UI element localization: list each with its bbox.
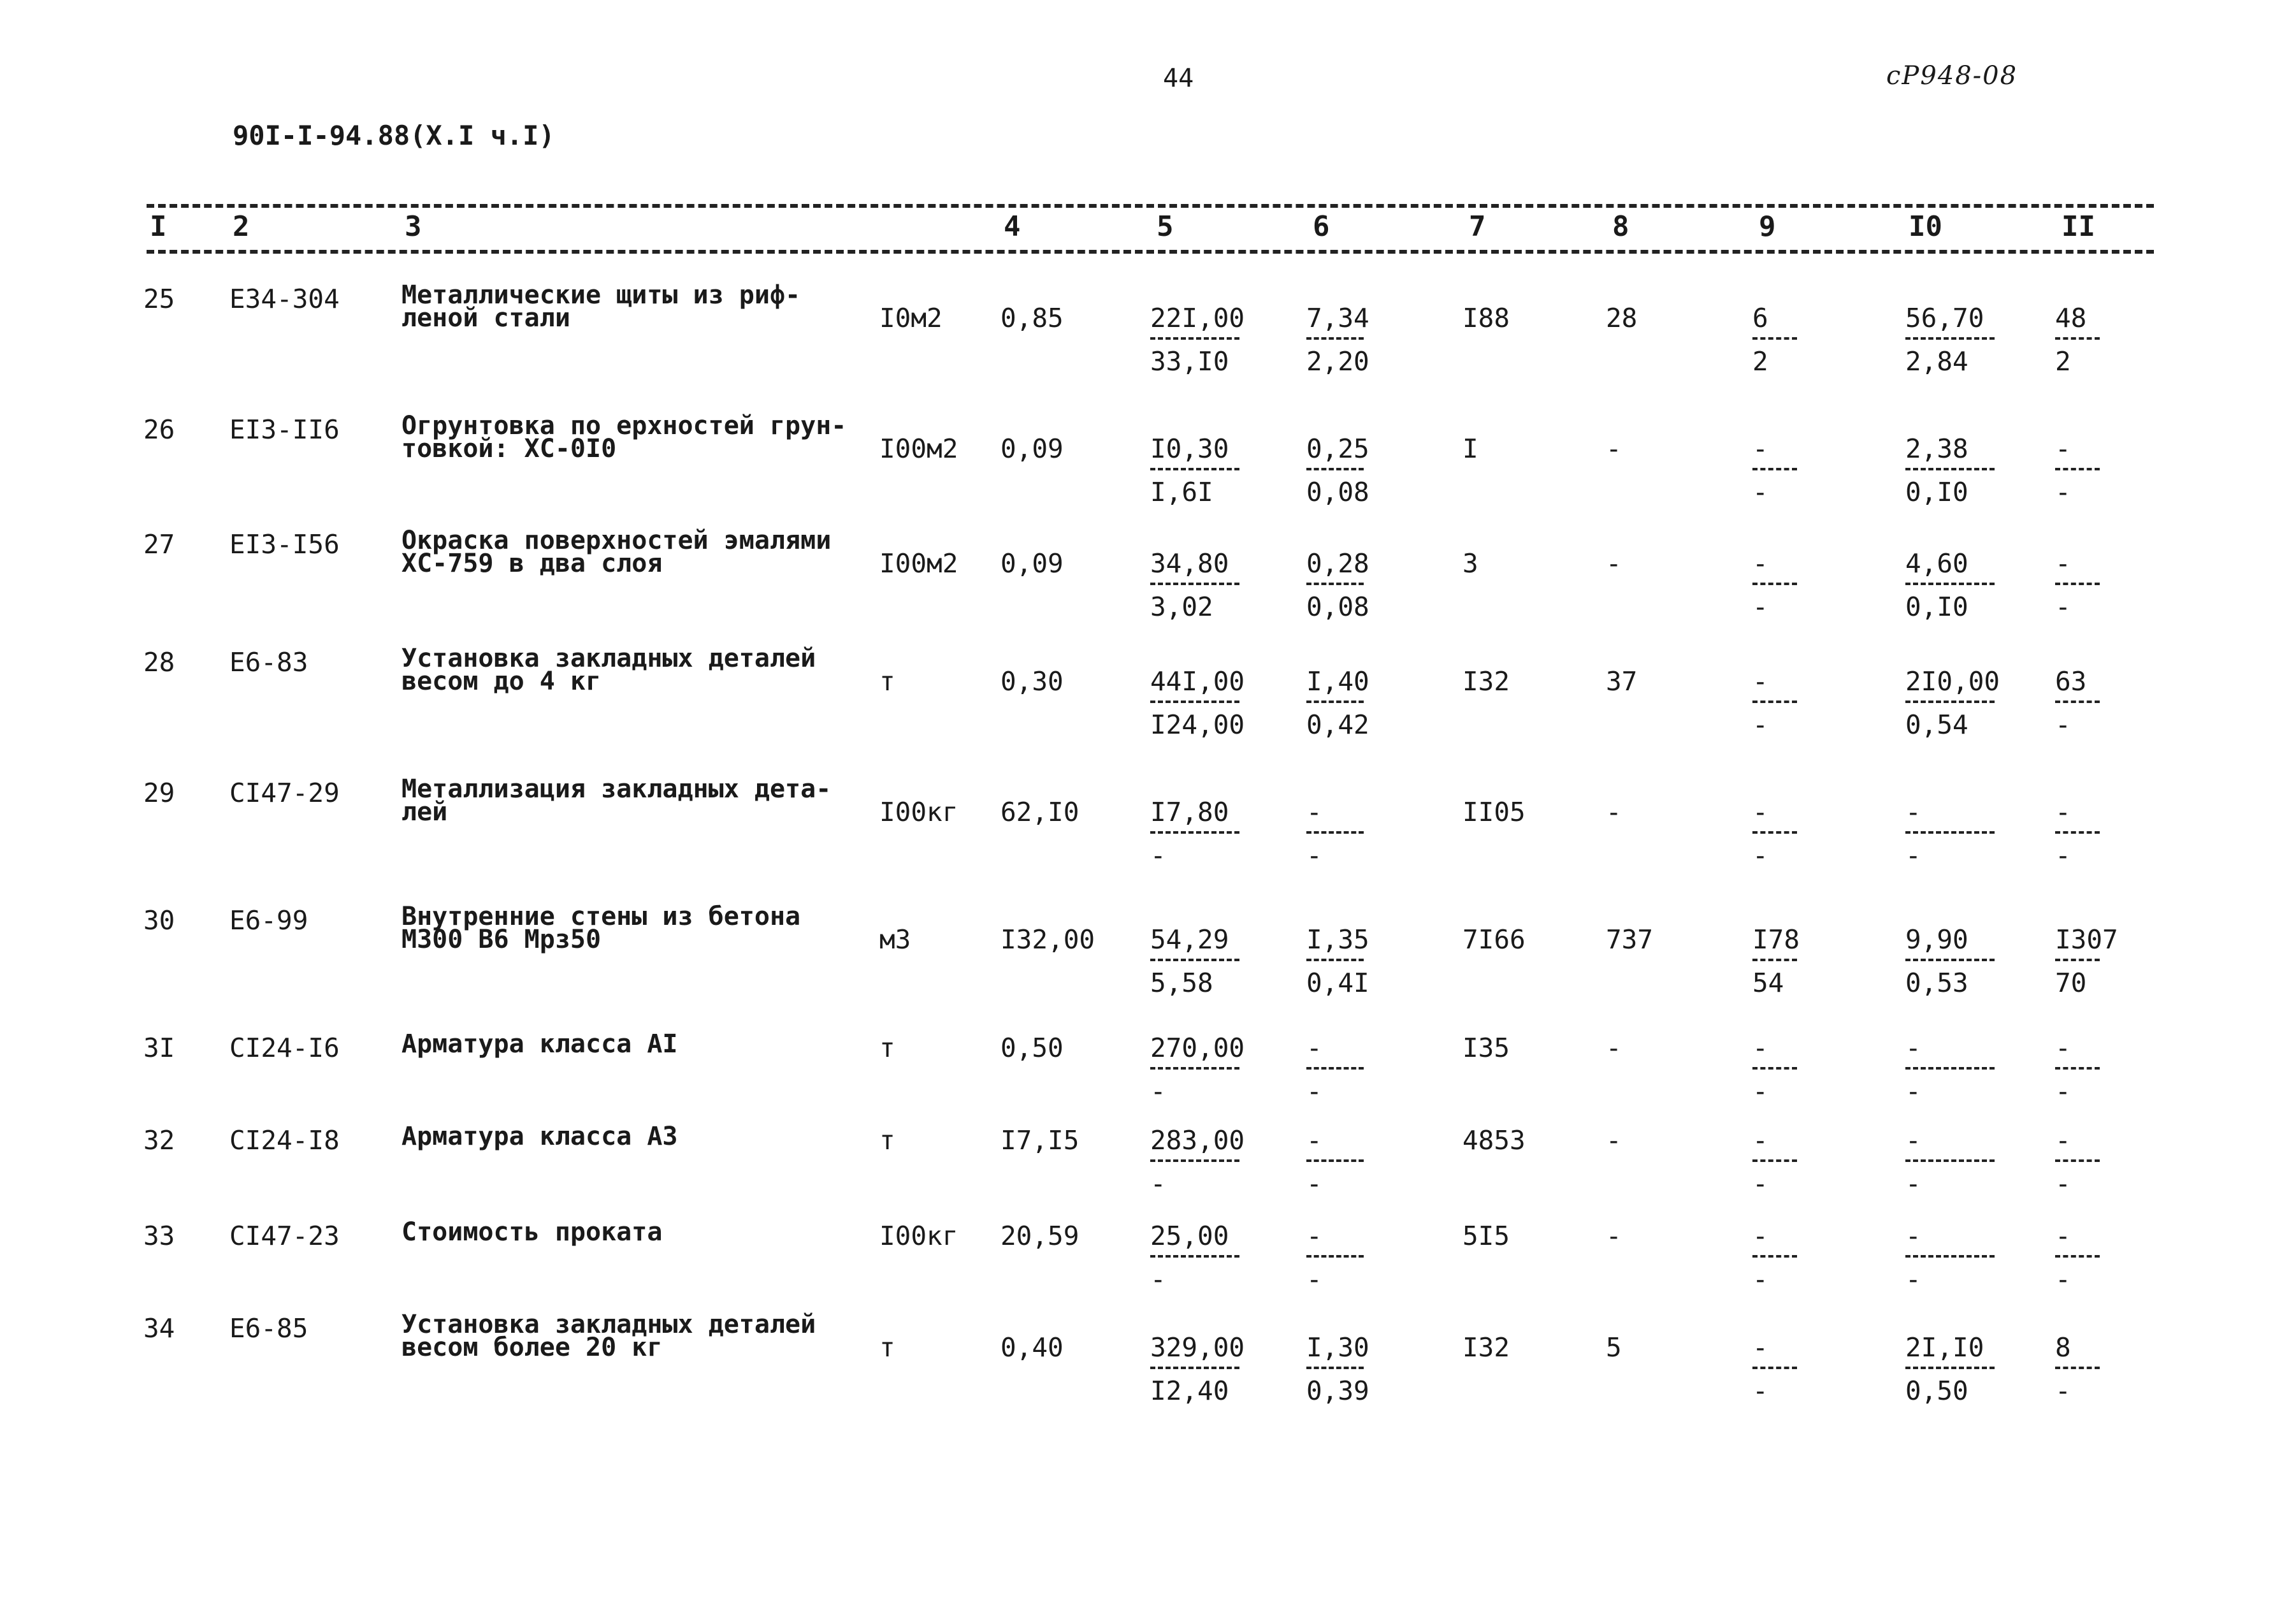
- row-3I-col6-numerator: -: [1306, 1033, 1322, 1063]
- row-34-col6-numerator: I,30: [1306, 1332, 1369, 1363]
- column-header-7: 7: [1469, 210, 1486, 243]
- row-34-col10: [1905, 1332, 1995, 1406]
- row-33-number: 33: [143, 1221, 175, 1251]
- row-26-col11-numerator: -: [2055, 433, 2071, 464]
- row-27-col9-numerator: -: [1752, 548, 1768, 579]
- row-3I-quantity: 0,50: [1000, 1033, 1064, 1063]
- row-26-code: EI3-II6: [229, 414, 340, 445]
- row-34-col9: [1752, 1332, 1797, 1406]
- row-29-col9-denominator: -: [1752, 840, 1768, 871]
- row-3I-col11-numerator: -: [2055, 1033, 2071, 1063]
- row-29-name: Металлизация закладных дета- лей: [401, 774, 832, 827]
- row-3I-col5-denominator: -: [1150, 1076, 1166, 1107]
- row-26-col6-divider: [1306, 468, 1364, 470]
- row-25-col6-divider: [1306, 337, 1364, 340]
- column-header-10: I0: [1909, 210, 1942, 243]
- row-34-col10-divider: [1905, 1367, 1995, 1369]
- row-29-col7: II05: [1462, 797, 1526, 827]
- row-3I-col6: [1306, 1033, 1364, 1107]
- row-27-col9: [1752, 548, 1797, 622]
- column-header-5: 5: [1157, 210, 1174, 243]
- row-29-col5-divider: [1150, 831, 1239, 834]
- column-header-8: 8: [1612, 210, 1629, 243]
- row-28-col10-divider: [1905, 701, 1995, 703]
- row-27-col5: [1150, 548, 1239, 622]
- row-25-col8: 28: [1606, 303, 1638, 333]
- row-26-col11-denominator: -: [2055, 477, 2071, 507]
- row-33-col10: [1905, 1221, 1995, 1295]
- row-28-col9-denominator: -: [1752, 709, 1768, 740]
- row-29-col10-denominator: -: [1905, 840, 1921, 871]
- row-30-col10-denominator: 0,53: [1905, 968, 1968, 998]
- row-25-col5-numerator: 22I,00: [1150, 303, 1245, 333]
- row-30-col7: 7I66: [1462, 924, 1526, 955]
- row-32-col10-divider: [1905, 1159, 1995, 1162]
- row-26-col10-numerator: 2,38: [1905, 433, 1968, 464]
- row-33-col10-numerator: -: [1905, 1221, 1921, 1251]
- row-25-col5-divider: [1150, 337, 1239, 340]
- row-26-col11-divider: [2055, 468, 2100, 470]
- row-33-col5-denominator: -: [1150, 1264, 1166, 1295]
- column-header-11: II: [2061, 210, 2095, 243]
- row-34-col5-divider: [1150, 1367, 1239, 1369]
- row-25-quantity: 0,85: [1000, 303, 1064, 333]
- row-33-quantity: 20,59: [1000, 1221, 1079, 1251]
- row-26-col9-denominator: -: [1752, 477, 1768, 507]
- row-3I-col9-numerator: -: [1752, 1033, 1768, 1063]
- row-33-col7: 5I5: [1462, 1221, 1510, 1251]
- row-30-col11-denominator: 70: [2055, 968, 2087, 998]
- row-3I-col11-denominator: -: [2055, 1076, 2071, 1107]
- row-29-col6-denominator: -: [1306, 840, 1322, 871]
- row-28-col11-numerator: 63: [2055, 666, 2087, 697]
- row-30-col8: 737: [1606, 924, 1654, 955]
- row-25-col11-denominator: 2: [2055, 346, 2071, 377]
- row-32-col11-divider: [2055, 1159, 2100, 1162]
- row-30-col6-divider: [1306, 959, 1364, 961]
- row-32-col7: 4853: [1462, 1125, 1526, 1156]
- row-34-col8: 5: [1606, 1332, 1622, 1363]
- row-28-code: E6-83: [229, 647, 308, 678]
- row-30-col6: [1306, 924, 1369, 998]
- row-30-col11-numerator: I307: [2055, 924, 2118, 955]
- row-28-col9-divider: [1752, 701, 1797, 703]
- row-34-code: E6-85: [229, 1313, 308, 1344]
- row-3I-col10: [1905, 1033, 1995, 1107]
- row-27-col11-divider: [2055, 583, 2100, 585]
- row-32-col9-denominator: -: [1752, 1168, 1768, 1199]
- row-28-col5-divider: [1150, 701, 1239, 703]
- row-3I-col9-denominator: -: [1752, 1076, 1768, 1107]
- row-32-col10-denominator: -: [1905, 1168, 1921, 1199]
- row-32-col8: -: [1606, 1125, 1622, 1156]
- row-30-quantity: I32,00: [1000, 924, 1095, 955]
- row-30-col10: [1905, 924, 1995, 998]
- row-25-col10-denominator: 2,84: [1905, 346, 1968, 377]
- row-25-number: 25: [143, 284, 175, 314]
- row-26-col6-denominator: 0,08: [1306, 477, 1369, 507]
- row-26-col8: -: [1606, 433, 1622, 464]
- row-28-col6-divider: [1306, 701, 1364, 703]
- row-30-col10-divider: [1905, 959, 1995, 961]
- row-28-col10: [1905, 666, 2000, 740]
- row-25-col11-numerator: 48: [2055, 303, 2087, 333]
- row-29-col5: [1150, 797, 1239, 871]
- row-33-name: Стоимость проката: [401, 1217, 663, 1247]
- row-3I-code: CI24-I6: [229, 1033, 340, 1063]
- row-27-col9-denominator: -: [1752, 592, 1768, 622]
- row-32-col6-denominator: -: [1306, 1168, 1322, 1199]
- row-30-col5-denominator: 5,58: [1150, 968, 1213, 998]
- document-code: сР948-08: [1886, 61, 2018, 91]
- row-33-unit: I00кг: [879, 1221, 958, 1251]
- row-32-col9: [1752, 1125, 1797, 1199]
- row-32-col5: [1150, 1125, 1245, 1199]
- row-25-name: Металлические щиты из риф- леной стали: [401, 280, 801, 333]
- row-3I-col10-numerator: -: [1905, 1033, 1921, 1063]
- row-3I-col6-divider: [1306, 1067, 1364, 1070]
- row-33-col5-numerator: 25,00: [1150, 1221, 1229, 1251]
- row-3I-col8: -: [1606, 1033, 1622, 1063]
- row-26-col5-divider: [1150, 468, 1239, 470]
- row-34-name: Установка закладных деталей весом более 20 кг: [401, 1310, 816, 1362]
- row-27-col5-divider: [1150, 583, 1239, 585]
- column-header-2: 2: [233, 210, 250, 243]
- row-28-col10-numerator: 2I0,00: [1905, 666, 2000, 697]
- row-26-col5: [1150, 433, 1239, 507]
- row-28-col6: [1306, 666, 1369, 740]
- row-30-col5-numerator: 54,29: [1150, 924, 1229, 955]
- row-28-col6-numerator: I,40: [1306, 666, 1369, 697]
- row-32-col11-denominator: -: [2055, 1168, 2071, 1199]
- row-3I-col11: [2055, 1033, 2100, 1107]
- row-28-col5-numerator: 44I,00: [1150, 666, 1245, 697]
- row-34-col6-divider: [1306, 1367, 1364, 1369]
- row-28-number: 28: [143, 647, 175, 678]
- row-29-col9-divider: [1752, 831, 1797, 834]
- row-34-col10-denominator: 0,50: [1905, 1376, 1968, 1406]
- row-26-col9: [1752, 433, 1797, 507]
- row-27-col5-denominator: 3,02: [1150, 592, 1213, 622]
- row-33-col5: [1150, 1221, 1239, 1295]
- row-34-col11-numerator: 8: [2055, 1332, 2071, 1363]
- row-26-col6-numerator: 0,25: [1306, 433, 1369, 464]
- row-33-code: CI47-23: [229, 1221, 340, 1251]
- row-25-col9-divider: [1752, 337, 1797, 340]
- row-26-col9-divider: [1752, 468, 1797, 470]
- row-25-col9-numerator: 6: [1752, 303, 1768, 333]
- row-29-col6-numerator: -: [1306, 797, 1322, 827]
- row-27-col5-numerator: 34,80: [1150, 548, 1229, 579]
- row-32-col5-denominator: -: [1150, 1168, 1166, 1199]
- row-29-col11-divider: [2055, 831, 2100, 834]
- header-rule-bottom: [147, 250, 2154, 254]
- row-25-col7: I88: [1462, 303, 1510, 333]
- row-27-col11-numerator: -: [2055, 548, 2071, 579]
- row-29-col6: [1306, 797, 1364, 871]
- row-25-col6-denominator: 2,20: [1306, 346, 1369, 377]
- row-3I-col11-divider: [2055, 1067, 2100, 1070]
- row-26-number: 26: [143, 414, 175, 445]
- row-33-col10-divider: [1905, 1255, 1995, 1258]
- row-25-unit: I0м2: [879, 303, 942, 333]
- row-27-col6-divider: [1306, 583, 1364, 585]
- row-26-name: Огрунтовка по ерхностей грун- товкой: ХС-0I0: [401, 411, 847, 463]
- row-27-col11: [2055, 548, 2100, 622]
- row-27-col6-numerator: 0,28: [1306, 548, 1369, 579]
- row-29-col11: [2055, 797, 2100, 871]
- row-28-unit: т: [879, 666, 895, 697]
- row-29-col9-numerator: -: [1752, 797, 1768, 827]
- row-28-col9-numerator: -: [1752, 666, 1768, 697]
- row-33-col9-divider: [1752, 1255, 1797, 1258]
- column-header-6: 6: [1313, 210, 1330, 243]
- row-28-col11-divider: [2055, 701, 2100, 703]
- row-26-col11: [2055, 433, 2100, 507]
- row-3I-col9: [1752, 1033, 1797, 1107]
- row-25-col6-numerator: 7,34: [1306, 303, 1369, 333]
- row-29-code: CI47-29: [229, 778, 340, 808]
- document-reference: 90I-I-94.88(X.I ч.I): [233, 120, 555, 151]
- row-27-col6-denominator: 0,08: [1306, 592, 1369, 622]
- row-34-col11-denominator: -: [2055, 1376, 2071, 1406]
- row-3I-col5: [1150, 1033, 1245, 1107]
- row-27-col11-denominator: -: [2055, 592, 2071, 622]
- row-29-col11-denominator: -: [2055, 840, 2071, 871]
- row-30-col11: [2055, 924, 2118, 998]
- row-25-col5-denominator: 33,I0: [1150, 346, 1229, 377]
- row-29-col9: [1752, 797, 1797, 871]
- row-3I-col10-denominator: -: [1905, 1076, 1921, 1107]
- row-34-col11: [2055, 1332, 2100, 1406]
- row-29-col6-divider: [1306, 831, 1364, 834]
- row-28-col11: [2055, 666, 2100, 740]
- column-header-9: 9: [1759, 210, 1776, 243]
- row-26-col10: [1905, 433, 1995, 507]
- row-34-col5: [1150, 1332, 1245, 1406]
- row-27-number: 27: [143, 529, 175, 560]
- row-32-col5-numerator: 283,00: [1150, 1125, 1245, 1156]
- row-26-col9-numerator: -: [1752, 433, 1768, 464]
- row-25-col10: [1905, 303, 1995, 377]
- row-33-col6-divider: [1306, 1255, 1364, 1258]
- row-32-col9-divider: [1752, 1159, 1797, 1162]
- row-28-col11-denominator: -: [2055, 709, 2071, 740]
- row-29-unit: I00кг: [879, 797, 958, 827]
- row-32-col10: [1905, 1125, 1995, 1199]
- row-34-col5-denominator: I2,40: [1150, 1376, 1229, 1406]
- row-30-col9: [1752, 924, 1800, 998]
- row-28-col5: [1150, 666, 1245, 740]
- row-30-code: E6-99: [229, 905, 308, 936]
- row-34-col9-divider: [1752, 1367, 1797, 1369]
- row-28-name: Установка закладных деталей весом до 4 кг: [401, 644, 816, 696]
- row-3I-col10-divider: [1905, 1067, 1995, 1070]
- row-27-col10-denominator: 0,I0: [1905, 592, 1968, 622]
- row-28-col10-denominator: 0,54: [1905, 709, 1968, 740]
- row-34-col10-numerator: 2I,I0: [1905, 1332, 1984, 1363]
- row-26-col6: [1306, 433, 1369, 507]
- row-32-col6: [1306, 1125, 1364, 1199]
- row-29-col8: -: [1606, 797, 1622, 827]
- row-28-col9: [1752, 666, 1797, 740]
- row-26-quantity: 0,09: [1000, 433, 1064, 464]
- row-34-col9-numerator: -: [1752, 1332, 1768, 1363]
- column-header-1: I: [150, 210, 167, 243]
- row-28-col6-denominator: 0,42: [1306, 709, 1369, 740]
- row-29-col10-numerator: -: [1905, 797, 1921, 827]
- row-30-col6-numerator: I,35: [1306, 924, 1369, 955]
- row-29-col10: [1905, 797, 1995, 871]
- row-29-number: 29: [143, 778, 175, 808]
- row-3I-number: 3I: [143, 1033, 175, 1063]
- row-3I-col7: I35: [1462, 1033, 1510, 1063]
- row-27-col8: -: [1606, 548, 1622, 579]
- row-29-col5-denominator: -: [1150, 840, 1166, 871]
- row-33-col11-denominator: -: [2055, 1264, 2071, 1295]
- row-27-col6: [1306, 548, 1369, 622]
- row-25-code: E34-304: [229, 284, 340, 314]
- row-30-col9-denominator: 54: [1752, 968, 1784, 998]
- row-33-col6-denominator: -: [1306, 1264, 1322, 1295]
- row-33-col6: [1306, 1221, 1364, 1295]
- row-33-col5-divider: [1150, 1255, 1239, 1258]
- row-25-col11-divider: [2055, 337, 2100, 340]
- row-34-col6-denominator: 0,39: [1306, 1376, 1369, 1406]
- row-26-unit: I00м2: [879, 433, 958, 464]
- row-33-col8: -: [1606, 1221, 1622, 1251]
- column-header-3: 3: [405, 210, 422, 243]
- row-34-number: 34: [143, 1313, 175, 1344]
- row-28-quantity: 0,30: [1000, 666, 1064, 697]
- row-29-col5-numerator: I7,80: [1150, 797, 1229, 827]
- row-29-col11-numerator: -: [2055, 797, 2071, 827]
- row-29-quantity: 62,I0: [1000, 797, 1079, 827]
- row-32-col9-numerator: -: [1752, 1125, 1768, 1156]
- row-32-col11-numerator: -: [2055, 1125, 2071, 1156]
- row-30-col10-numerator: 9,90: [1905, 924, 1968, 955]
- row-32-col6-numerator: -: [1306, 1125, 1322, 1156]
- row-27-col7: 3: [1462, 548, 1478, 579]
- row-26-col5-denominator: I,6I: [1150, 477, 1213, 507]
- row-33-col11: [2055, 1221, 2100, 1295]
- row-26-col5-numerator: I0,30: [1150, 433, 1229, 464]
- row-32-unit: т: [879, 1125, 895, 1156]
- row-27-quantity: 0,09: [1000, 548, 1064, 579]
- row-30-col11-divider: [2055, 959, 2100, 961]
- row-27-col10-numerator: 4,60: [1905, 548, 1968, 579]
- row-30-number: 30: [143, 905, 175, 936]
- row-27-code: EI3-I56: [229, 529, 340, 560]
- row-28-col5-denominator: I24,00: [1150, 709, 1245, 740]
- row-32-number: 32: [143, 1125, 175, 1156]
- row-33-col9: [1752, 1221, 1797, 1295]
- row-3I-name: Арматура класса AI: [401, 1029, 678, 1059]
- row-33-col11-divider: [2055, 1255, 2100, 1258]
- row-25-col10-numerator: 56,70: [1905, 303, 1984, 333]
- row-3I-col5-divider: [1150, 1067, 1239, 1070]
- row-27-col10-divider: [1905, 583, 1995, 585]
- row-28-col8: 37: [1606, 666, 1638, 697]
- row-27-col9-divider: [1752, 583, 1797, 585]
- row-25-col6: [1306, 303, 1369, 377]
- column-header-4: 4: [1004, 210, 1021, 243]
- row-34-col9-denominator: -: [1752, 1376, 1768, 1406]
- row-32-col5-divider: [1150, 1159, 1239, 1162]
- row-34-quantity: 0,40: [1000, 1332, 1064, 1363]
- row-30-col9-numerator: I78: [1752, 924, 1800, 955]
- row-3I-col6-denominator: -: [1306, 1076, 1322, 1107]
- row-26-col10-divider: [1905, 468, 1995, 470]
- row-30-col6-denominator: 0,4I: [1306, 968, 1369, 998]
- row-33-col11-numerator: -: [2055, 1221, 2071, 1251]
- row-26-col7: I: [1462, 433, 1478, 464]
- row-32-col10-numerator: -: [1905, 1125, 1921, 1156]
- row-25-col11: [2055, 303, 2100, 377]
- row-29-col10-divider: [1905, 831, 1995, 834]
- row-34-unit: т: [879, 1332, 895, 1363]
- row-34-col5-numerator: 329,00: [1150, 1332, 1245, 1363]
- row-30-unit: м3: [879, 924, 911, 955]
- row-25-col10-divider: [1905, 337, 1995, 340]
- row-27-col10: [1905, 548, 1995, 622]
- row-34-col7: I32: [1462, 1332, 1510, 1363]
- row-34-col6: [1306, 1332, 1369, 1406]
- row-30-name: Внутренние стены из бетона М300 В6 Мрз50: [401, 902, 801, 954]
- row-3I-col9-divider: [1752, 1067, 1797, 1070]
- row-27-unit: I00м2: [879, 548, 958, 579]
- row-33-col9-denominator: -: [1752, 1264, 1768, 1295]
- row-34-col11-divider: [2055, 1367, 2100, 1369]
- row-32-col11: [2055, 1125, 2100, 1199]
- row-30-col9-divider: [1752, 959, 1797, 961]
- row-28-col7: I32: [1462, 666, 1510, 697]
- row-27-name: Окраска поверхностей эмалями ХС-759 в два слоя: [401, 526, 832, 578]
- row-33-col10-denominator: -: [1905, 1264, 1921, 1295]
- row-3I-unit: т: [879, 1033, 895, 1063]
- row-32-col6-divider: [1306, 1159, 1364, 1162]
- row-26-col10-denominator: 0,I0: [1905, 477, 1968, 507]
- row-25-col9-denominator: 2: [1752, 346, 1768, 377]
- header-rule-top: [147, 204, 2154, 208]
- row-25-col5: [1150, 303, 1245, 377]
- row-30-col5-divider: [1150, 959, 1239, 961]
- row-33-col9-numerator: -: [1752, 1221, 1768, 1251]
- page-number: 44: [1163, 64, 1194, 93]
- row-25-col9: [1752, 303, 1797, 377]
- row-32-quantity: I7,I5: [1000, 1125, 1079, 1156]
- row-32-name: Арматура класса А3: [401, 1122, 678, 1151]
- row-33-col6-numerator: -: [1306, 1221, 1322, 1251]
- row-32-code: CI24-I8: [229, 1125, 340, 1156]
- row-30-col5: [1150, 924, 1239, 998]
- row-3I-col5-numerator: 270,00: [1150, 1033, 1245, 1063]
